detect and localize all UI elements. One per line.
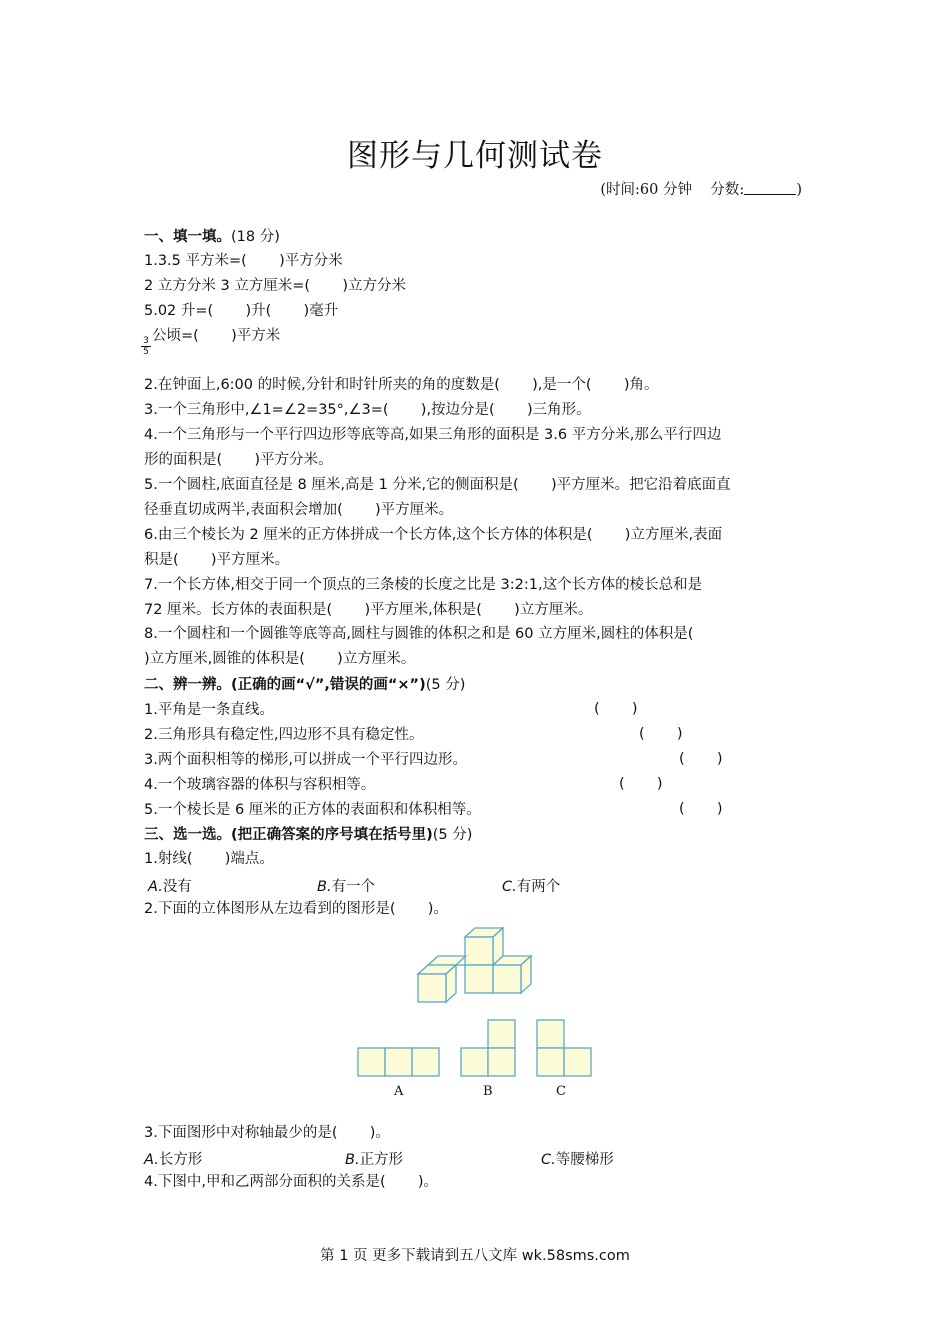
- option-letter: B.: [317, 879, 332, 895]
- time-info-prefix: (时间:60 分钟 分数:: [600, 182, 745, 198]
- view-b: [461, 1020, 515, 1076]
- view-label-b: B: [483, 1084, 493, 1099]
- question-7-line2: 72 厘米。长方体的表面积是( )平方厘米,体积是( )立方厘米。: [144, 602, 593, 618]
- section1-title: 一、填一填。: [144, 229, 231, 245]
- question-5-line1: 5.一个圆柱,底面直径是 8 厘米,高是 1 分米,它的侧面积是( )平方厘米。把它沿着底面直: [144, 477, 731, 493]
- choice-question-2: 2.下面的立体图形从左边看到的图形是( )。: [144, 901, 448, 917]
- view-label-a: A: [394, 1084, 404, 1099]
- section2-title: 二、辨一辨。(正确的画“√”,错误的画“×”): [144, 677, 426, 693]
- answer-paren-1: ( ): [594, 701, 638, 717]
- question-6-line2: 积是( )平方厘米。: [144, 552, 290, 568]
- question-7-line1: 7.一个长方体,相交于同一个顶点的三条棱的长度之比是 3:2:1,这个长方体的棱长总和是: [144, 577, 703, 593]
- view-square: [461, 1048, 488, 1076]
- q3-option-c: [541, 1148, 614, 1169]
- choice-question-4: 4.下图中,甲和乙两部分面积的关系是( )。: [144, 1174, 439, 1190]
- section3-heading: [144, 826, 472, 844]
- question-8-line2: )立方厘米,圆锥的体积是( )立方厘米。: [144, 651, 416, 667]
- q3-option-a: [144, 1148, 202, 1169]
- question-1b: 2 立方分米 3 立方厘米=( )立方分米: [144, 278, 407, 294]
- section2-points: (5 分): [425, 677, 466, 693]
- question-2: 2.在钟面上,6:00 的时候,分针和时针所夹的角的度数是( ),是一个( )角。: [144, 377, 659, 393]
- time-info-suffix: ): [796, 182, 802, 198]
- fraction-denominator: 5: [143, 347, 149, 357]
- cube-front-face: [418, 974, 446, 1002]
- judge-item-4: 4.一个玻璃容器的体积与容积相等。: [144, 777, 376, 793]
- judge-item-3: 3.两个面积相等的梯形,可以拼成一个平行四边形。: [144, 752, 467, 768]
- view-square: [488, 1020, 515, 1048]
- section1-points: (18 分): [231, 229, 280, 245]
- question-6-line1: 6.由三个棱长为 2 厘米的正方体拼成一个长方体,这个长方体的体积是( )立方厘米,表面: [144, 527, 723, 543]
- view-square: [564, 1048, 591, 1076]
- view-square: [412, 1048, 439, 1076]
- page-footer: 第 1 页 更多下载请到五八文库 wk.58sms.com: [320, 1248, 630, 1264]
- cube-figure: [350, 915, 610, 1105]
- choice-question-3: 3.下面图形中对称轴最少的是( )。: [144, 1125, 390, 1141]
- view-label-c: C: [556, 1084, 566, 1099]
- question-4-line1: 4.一个三角形与一个平行四边形等底等高,如果三角形的面积是 3.6 平方分米,那么平行四边: [144, 427, 722, 443]
- option-text: 长方形: [158, 1152, 203, 1168]
- view-square: [358, 1048, 385, 1076]
- fraction-numerator: 3: [141, 336, 151, 347]
- cube-front-face: [465, 965, 493, 993]
- option-letter: A.: [144, 1152, 159, 1168]
- cube-front-face: [493, 965, 521, 993]
- judge-item-1: 1.平角是一条直线。: [144, 702, 274, 718]
- answer-paren-2: ( ): [639, 726, 683, 742]
- question-1a: 1.3.5 平方米=( )平方分米: [144, 253, 343, 269]
- cube-solid: [418, 928, 531, 1002]
- answer-paren-3: ( ): [679, 751, 723, 767]
- question-3: 3.一个三角形中,∠1=∠2=35°,∠3=( ),按边分是( )三角形。: [144, 402, 591, 418]
- option-text: 有两个: [516, 879, 561, 895]
- option-letter: C.: [541, 1152, 556, 1168]
- question-4-line2: 形的面积是( )平方分米。: [144, 452, 333, 468]
- view-a: [358, 1048, 439, 1076]
- question-8-line1: 8.一个圆柱和一个圆锥等底等高,圆柱与圆锥的体积之和是 60 立方厘米,圆柱的体积是(: [144, 626, 694, 642]
- time-score-info: [600, 178, 802, 199]
- score-blank: [744, 180, 796, 195]
- view-c: [537, 1020, 591, 1076]
- cube-top-face: [428, 956, 466, 965]
- view-square: [537, 1048, 564, 1076]
- choice-question-1: 1.射线( )端点。: [144, 851, 274, 867]
- view-square: [488, 1048, 515, 1076]
- question-5-line2: 径垂直切成两半,表面积会增加( )平方厘米。: [144, 502, 454, 518]
- option-text: 正方形: [359, 1152, 404, 1168]
- option-text: 没有: [162, 879, 192, 895]
- section3-title: 三、选一选。(把正确答案的序号填在括号里): [144, 827, 433, 843]
- cube-front-face: [465, 937, 493, 965]
- page-title: 图形与几何测试卷: [347, 138, 603, 174]
- option-text: 等腰梯形: [555, 1152, 614, 1168]
- fraction: [141, 336, 151, 357]
- judge-item-2: 2.三角形具有稳定性,四边形不具有稳定性。: [144, 727, 424, 743]
- option-letter: B.: [345, 1152, 360, 1168]
- section2-heading: [144, 676, 465, 694]
- q1-option-b: [317, 875, 375, 896]
- q1-option-c: [502, 875, 560, 896]
- question-1d: 公顷=( )平方米: [152, 328, 281, 344]
- question-1c: 5.02 升=( )升( )毫升: [144, 303, 339, 319]
- q1-option-a: [148, 875, 192, 896]
- answer-paren-5: ( ): [679, 801, 723, 817]
- section1-heading: [144, 228, 280, 246]
- judge-item-5: 5.一个棱长是 6 厘米的正方体的表面积和体积相等。: [144, 802, 481, 818]
- view-square: [537, 1020, 564, 1048]
- view-square: [385, 1048, 412, 1076]
- q3-option-b: [345, 1148, 403, 1169]
- option-letter: A.: [148, 879, 163, 895]
- option-text: 有一个: [331, 879, 376, 895]
- option-letter: C.: [502, 879, 517, 895]
- answer-paren-4: ( ): [619, 776, 663, 792]
- section3-points: (5 分): [432, 827, 473, 843]
